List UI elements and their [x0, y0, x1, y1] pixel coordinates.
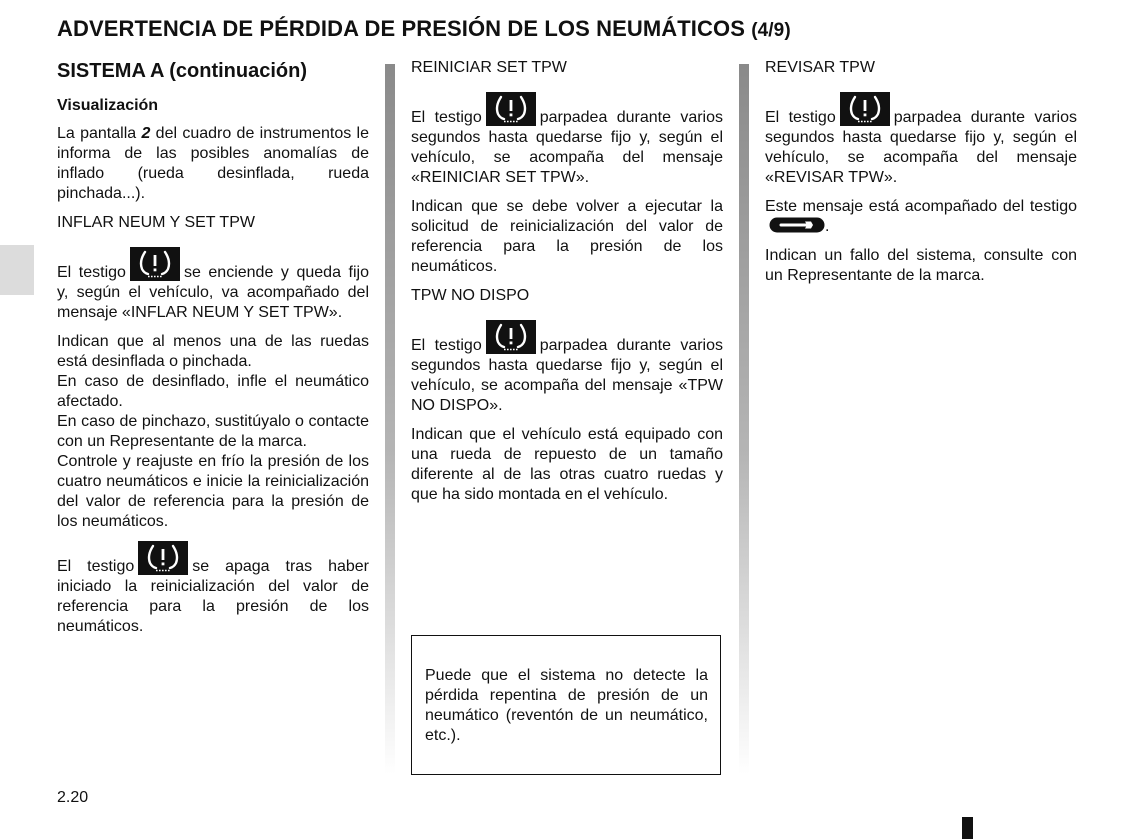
message-caption: REVISAR TPW [765, 59, 875, 76]
text-run: Este mensaje está acompañado del testigo [765, 198, 1077, 215]
text-run: La pantalla [57, 125, 142, 142]
text-run: El testigo [765, 109, 836, 126]
page-corner-mark [962, 817, 973, 839]
tyre-pressure-warning-icon [840, 92, 890, 126]
message-caption: REINICIAR SET TPW [411, 59, 567, 76]
text-run: El testigo [57, 264, 126, 281]
explanation-paragraph: Indican que el vehículo está equipado con una rueda de repuesto de un tamaño diferente al de las otras cuatro ruedas y que ha sido montada en el vehículo. [411, 426, 723, 503]
text-run: El testigo [57, 558, 135, 575]
warning-light-paragraph [765, 92, 1077, 188]
explanation-paragraph [57, 332, 369, 532]
warning-light-paragraph [411, 92, 723, 188]
message-caption: INFLAR NEUM Y SET TPW [57, 214, 255, 231]
text-line: Indican que al menos una de las ruedas está desinflada o pinchada. [57, 333, 369, 370]
warning-light-paragraph [411, 320, 723, 416]
text-run: El testigo [411, 337, 482, 354]
text-run: se enciende y queda fijo y, según el vehículo, va acompañado del mensaje «INFLAR NEUM Y SET TPW». [57, 264, 369, 321]
note-text: Puede que el sistema no detecte la pérdida repentina de presión de un neumático (reventón de un neumático, etc.). [425, 667, 708, 744]
explanation-paragraph: Indican que se debe volver a ejecutar la solicitud de reinicialización del valor de referencia para la presión de los neumáticos. [411, 198, 723, 275]
text-run: parpadea durante varios segundos hasta quedarse fijo y, según el vehículo, se acompaña del mensaje «TPW NO DISPO». [411, 337, 724, 414]
text-run: parpadea durante varios segundos hasta quedarse fijo y, según el vehículo, se acompaña del mensaje «REVISAR TPW». [765, 109, 1078, 186]
note-box [411, 635, 721, 775]
column-middle [411, 58, 723, 514]
service-light-paragraph [765, 197, 1077, 237]
intro-paragraph [57, 124, 369, 204]
page-title [57, 16, 1097, 42]
chapter-side-tab [0, 245, 34, 295]
text-run: del cuadro de instrumentos le informa de las posibles anomalías de inflado (rueda desinflada, rueda pinchada...). [57, 125, 369, 202]
column-divider-bar [385, 64, 395, 774]
text-line: En caso de desinflado, infle el neumático afectado. [57, 373, 369, 410]
tyre-pressure-warning-icon [130, 247, 180, 281]
text-line: Controle y reajuste en frío la presión de los cuatro neumáticos e inicie la reinicialización del valor de referencia para la presión de los neumáticos. [57, 453, 369, 530]
tyre-pressure-warning-icon [138, 541, 188, 575]
explanation-paragraph: Indican un fallo del sistema, consulte con un Representante de la marca. [765, 247, 1077, 284]
warning-light-paragraph [57, 541, 369, 637]
column-divider-bar [739, 64, 749, 774]
section-title: SISTEMA A (continuación) [57, 60, 307, 82]
reference-number: 2 [141, 125, 151, 142]
tyre-pressure-warning-icon [486, 92, 536, 126]
page-number: 2.20 [57, 789, 89, 806]
text-run: se apaga tras haber iniciado la reinicialización del valor de referencia para la presión de los neumáticos. [57, 558, 369, 635]
page-title-text: ADVERTENCIA DE PÉRDIDA DE PRESIÓN DE LOS NEUMÁTICOS [57, 16, 745, 41]
text-line: En caso de pinchazo, sustitúyalo o contacte con un Representante de la marca. [57, 413, 369, 450]
wrench-service-icon [769, 217, 825, 233]
text-run: parpadea durante varios segundos hasta quedarse fijo y, según el vehículo, se acompaña del mensaje «REINICIAR SET TPW». [411, 109, 724, 186]
page-title-part: (4/9) [751, 20, 791, 41]
message-caption: TPW NO DISPO [411, 287, 530, 304]
text-run: El testigo [411, 109, 482, 126]
column-right [765, 58, 1077, 295]
subheading: Visualización [57, 97, 159, 114]
warning-light-paragraph [57, 247, 369, 323]
text-run: . [825, 218, 830, 235]
tyre-pressure-warning-icon [486, 320, 536, 354]
column-left [57, 58, 369, 646]
